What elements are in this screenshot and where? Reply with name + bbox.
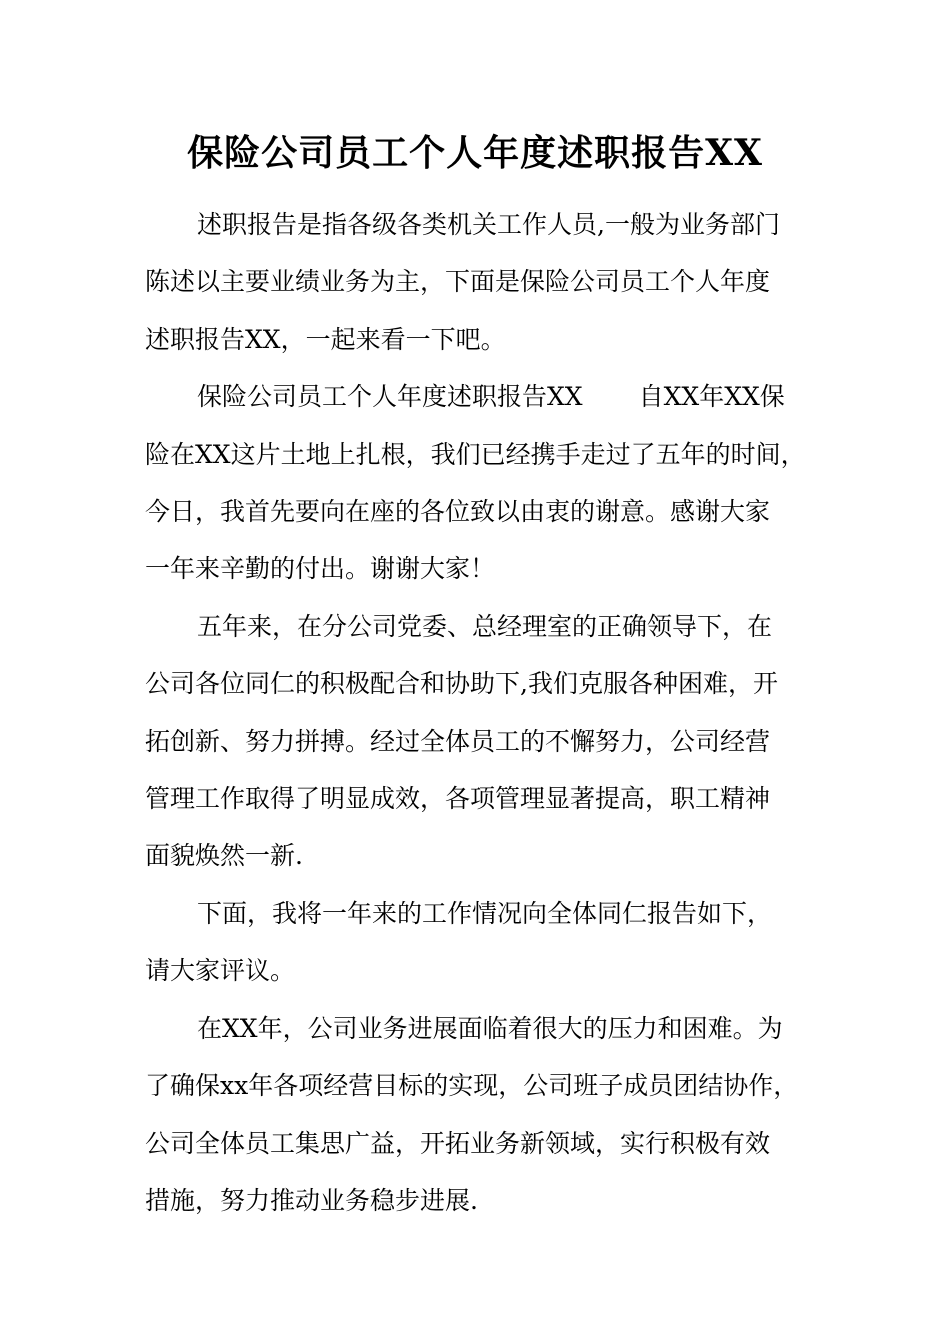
paragraph-five-years bbox=[145, 598, 810, 885]
paragraph-line: 措施，努力推动业务稳步进展. bbox=[145, 1185, 478, 1215]
paragraph-line-start: 自XX年XX保 bbox=[638, 382, 785, 412]
paragraph-line bbox=[145, 368, 810, 425]
paragraph-line: 陈述以主要业绩业务为主，下面是保险公司员工个人年度 bbox=[145, 267, 771, 297]
document-body bbox=[145, 196, 810, 1229]
paragraph-line: 公司各位同仁的积极配合和协助下,我们克服各种困难，开 bbox=[145, 669, 778, 699]
paragraph-report bbox=[145, 885, 810, 1000]
paragraph-line: 公司全体员工集思广益，开拓业务新领域，实行积极有效 bbox=[145, 1128, 771, 1158]
paragraph-line: 请大家评议。 bbox=[145, 956, 296, 986]
paragraph-line: 管理工作取得了明显成效，各项管理显著提高，职工精神 bbox=[145, 784, 771, 814]
paragraph-line: 五年来，在分公司党委、总经理室的正确领导下，在 bbox=[197, 611, 773, 641]
paragraph-intro bbox=[145, 196, 810, 368]
paragraph-line: 在XX年，公司业务进展面临着很大的压力和困难。为 bbox=[197, 1013, 783, 1043]
paragraph-line: 今日，我首先要向在座的各位致以由衷的谢意。感谢大家 bbox=[145, 497, 771, 527]
paragraph-line: 拓创新、努力拼搏。经过全体员工的不懈努力，公司经营 bbox=[145, 726, 771, 756]
paragraph-business bbox=[145, 1000, 810, 1230]
paragraph-line: 面貌焕然一新. bbox=[145, 841, 303, 871]
subtitle-inline: 保险公司员工个人年度述职报告XX bbox=[197, 382, 583, 412]
document-title: 保险公司员工个人年度述职报告XX bbox=[187, 132, 763, 174]
paragraph-line: 了确保xx年各项经营目标的实现，公司班子成员团结协作， bbox=[145, 1071, 799, 1101]
paragraph-line: 险在XX这片土地上扎根，我们已经携手走过了五年的时间， bbox=[145, 439, 806, 469]
paragraph-line: 下面，我将一年来的工作情况向全体同仁报告如下， bbox=[197, 898, 773, 928]
paragraph-line: 述职报告是指各级各类机关工作人员,一般为业务部门 bbox=[197, 210, 780, 239]
paragraph-line: 述职报告XX，一起来看一下吧。 bbox=[145, 324, 506, 354]
paragraph-opening bbox=[145, 368, 810, 598]
paragraph-line: 一年来辛勤的付出。谢谢大家！ bbox=[145, 554, 496, 584]
